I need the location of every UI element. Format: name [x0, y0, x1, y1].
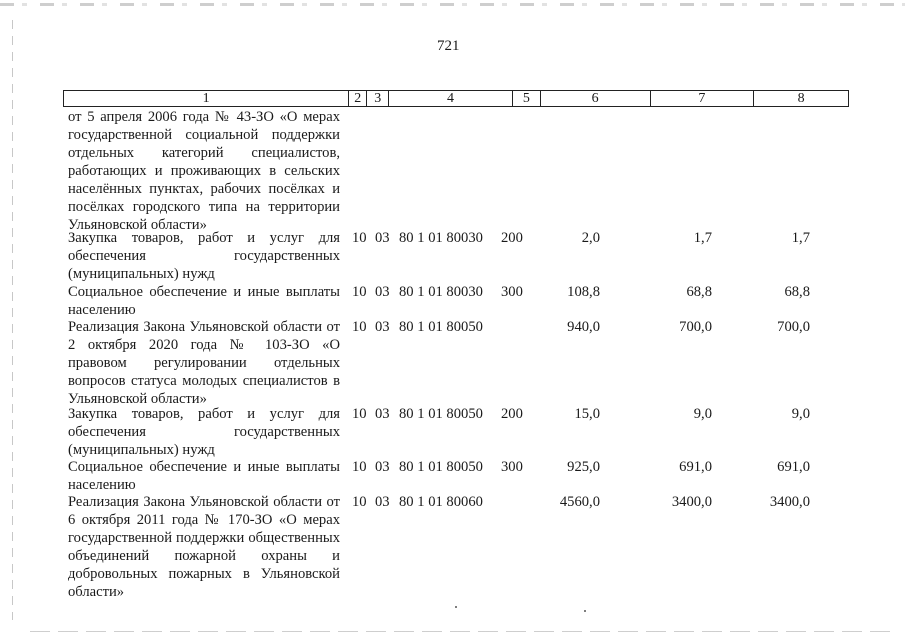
- amount-col-8: 700,0: [777, 319, 810, 335]
- row-description: Реализация Закона Ульяновской области от 6 октября 2011 года № 170-ЗО «О мерах государственной поддержки общественных объединений пожарной охраны и добровольных пожарных в Ульяновской области»: [68, 494, 340, 600]
- amount-col-6: 940,0: [567, 319, 600, 335]
- column-header-5: 5: [513, 91, 541, 106]
- target-article-code: 80 1 01 80050: [399, 459, 483, 475]
- row-description: Социальное обеспечение и иные выплаты населению: [68, 284, 340, 318]
- column-header-1: 1: [64, 91, 349, 106]
- row-description: Закупка товаров, работ и услуг для обеспечения государственных (муниципальных) нужд: [68, 406, 340, 458]
- target-article-code: 80 1 01 80030: [399, 230, 483, 246]
- column-header-8: 8: [797, 91, 805, 106]
- target-article-code: 80 1 01 80050: [399, 319, 483, 335]
- section-code: 10: [352, 230, 367, 246]
- amount-col-8: 3400,0: [769, 494, 810, 510]
- subsection-code: 03: [375, 494, 390, 510]
- amount-col-6: 4560,0: [559, 494, 600, 510]
- subsection-code: 03: [375, 406, 390, 422]
- amount-col-8: 691,0: [777, 459, 810, 475]
- expense-type-code: 300: [501, 284, 523, 300]
- table-header-row: [63, 90, 849, 107]
- page-number: 721: [437, 38, 460, 54]
- amount-col-7: 700,0: [679, 319, 712, 335]
- section-code: 10: [352, 494, 367, 510]
- subsection-code: 03: [375, 319, 390, 335]
- expense-type-code: 200: [501, 230, 523, 246]
- subsection-code: 03: [375, 284, 390, 300]
- amount-col-6: 925,0: [567, 459, 600, 475]
- amount-col-7: 68,8: [686, 284, 712, 300]
- column-header-3: 3: [367, 91, 389, 106]
- amount-col-7: 9,0: [693, 406, 712, 422]
- amount-col-7: 1,7: [693, 230, 712, 246]
- expense-type-code: 200: [501, 406, 523, 422]
- row-description: Реализация Закона Ульяновской области от 2 октября 2020 года № 103-ЗО «О правовом регулировании отдельных вопросов статуса молодых специалистов в Ульяновской области»: [68, 319, 340, 407]
- scan-speck: [584, 610, 586, 612]
- amount-col-8: 9,0: [791, 406, 810, 422]
- amount-col-7: 3400,0: [671, 494, 712, 510]
- column-header-4: 4: [389, 91, 513, 106]
- section-code: 10: [352, 406, 367, 422]
- expense-type-code: 300: [501, 459, 523, 475]
- subsection-code: 03: [375, 230, 390, 246]
- amount-col-6: 15,0: [574, 406, 600, 422]
- amount-col-6: 2,0: [581, 230, 600, 246]
- scan-artifact-bottom: [30, 631, 890, 632]
- scan-artifact-top: [0, 3, 905, 6]
- amount-col-8: 1,7: [791, 230, 810, 246]
- row-description: Социальное обеспечение и иные выплаты населению: [68, 459, 340, 493]
- amount-col-8: 68,8: [784, 284, 810, 300]
- subsection-code: 03: [375, 459, 390, 475]
- target-article-code: 80 1 01 80030: [399, 284, 483, 300]
- amount-col-7: 691,0: [679, 459, 712, 475]
- row-description: от 5 апреля 2006 года № 43-ЗО «О мерах государственной социальной поддержки отдельных категорий специалистов, работающих и проживающих в сельских населённых пунктах, рабочих посёлках и посёлках городского типа на территории Ульяновской области»: [68, 109, 340, 233]
- amount-col-6: 108,8: [567, 284, 600, 300]
- scan-speck: [455, 606, 457, 608]
- column-header-6: 6: [541, 91, 651, 106]
- target-article-code: 80 1 01 80050: [399, 406, 483, 422]
- scan-artifact-left: [12, 20, 13, 620]
- column-header-2: 2: [349, 91, 367, 106]
- section-code: 10: [352, 459, 367, 475]
- row-description: Закупка товаров, работ и услуг для обеспечения государственных (муниципальных) нужд: [68, 230, 340, 282]
- section-code: 10: [352, 319, 367, 335]
- column-header-7: 7: [651, 91, 755, 106]
- section-code: 10: [352, 284, 367, 300]
- target-article-code: 80 1 01 80060: [399, 494, 483, 510]
